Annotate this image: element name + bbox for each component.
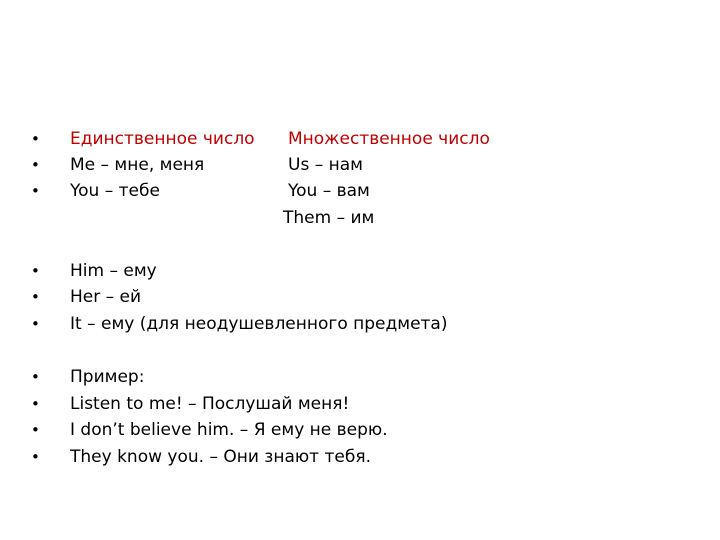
example-item: They know you. – Они знают тебя.: [70, 447, 371, 467]
plural-item: You – вам: [288, 181, 370, 201]
bullet: •: [31, 395, 40, 413]
bullet: •: [31, 288, 40, 306]
bullet: •: [31, 156, 40, 174]
bullet: •: [31, 182, 40, 200]
bullet: •: [31, 368, 40, 386]
example-item: I don’t believe him. – Я ему не верю.: [70, 420, 388, 440]
singular-item: You – тебе: [70, 181, 160, 201]
plural-item: Them – им: [283, 208, 375, 228]
pronoun-item: Her – ей: [70, 287, 142, 307]
example-heading: Пример:: [70, 367, 145, 387]
plural-heading: Множественное число: [288, 129, 490, 149]
bullet: •: [31, 130, 40, 148]
singular-item: Me – мне, меня: [70, 155, 205, 175]
example-item: Listen to me! – Послушай меня!: [70, 394, 350, 414]
pronoun-item: It – ему (для неодушевленного предмета): [70, 314, 448, 334]
pronoun-item: Him – ему: [70, 261, 157, 281]
singular-heading: Единственное число: [70, 129, 255, 149]
bullet: •: [31, 448, 40, 466]
bullet: •: [31, 315, 40, 333]
bullet: •: [31, 421, 40, 439]
bullet: •: [31, 262, 40, 280]
plural-item: Us – нам: [288, 155, 363, 175]
